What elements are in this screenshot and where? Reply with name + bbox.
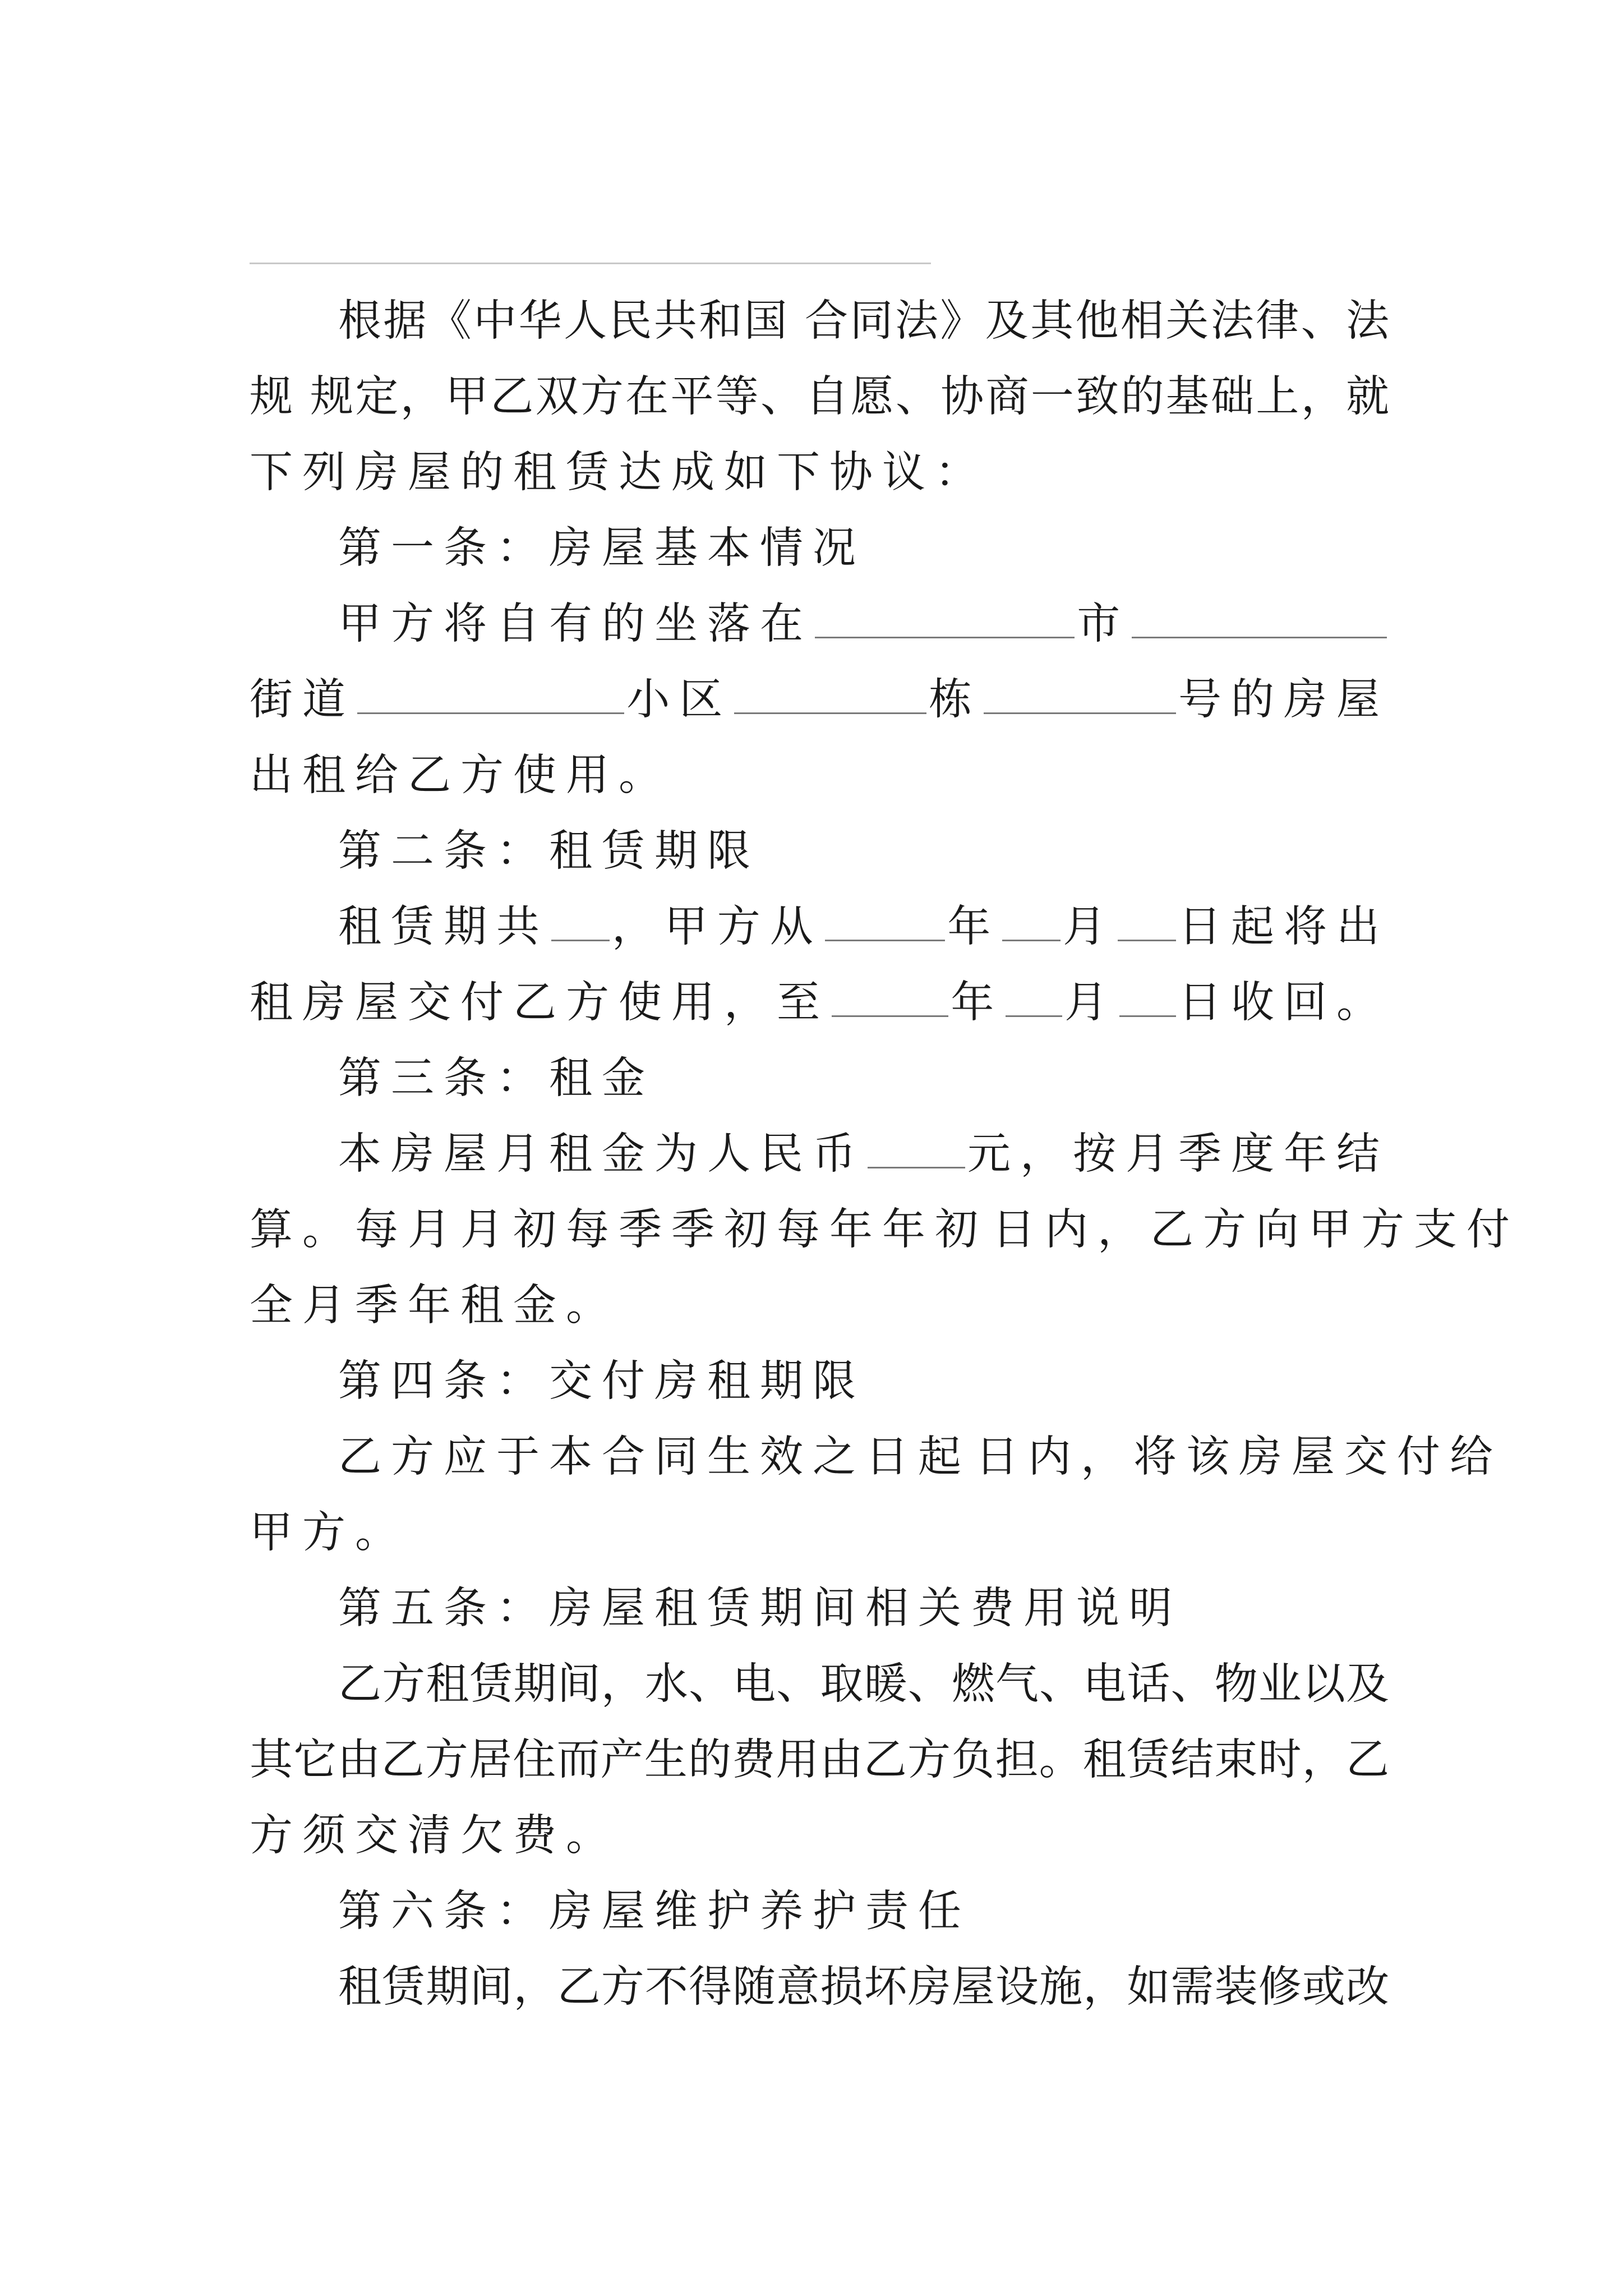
article-2-line-2: [250, 965, 1389, 1041]
preamble-line-3: [250, 435, 1389, 511]
payment-text: 日内，乙方向甲方支付: [992, 1205, 1519, 1255]
location-blank[interactable]: [815, 602, 1075, 638]
building-label: 栋: [929, 675, 982, 725]
article-3-heading-text: 第三条：租金: [338, 1053, 654, 1103]
end-year-label: 年: [951, 978, 1004, 1028]
article-4-text-end: 甲方。: [250, 1508, 408, 1558]
article-1-text: 甲方将自有的坐落在: [338, 599, 813, 649]
article-6-text-1: 租赁期间，乙方不得随意损坏房屋设施，如需装修或改: [338, 1962, 1390, 2012]
article-5-heading-text: 第五条：房屋租赁期间相关费用说明: [338, 1584, 1182, 1634]
start-year-blank[interactable]: [825, 905, 946, 941]
article-5-text-1: 乙方租赁期间，水、电、取暖、燃气、电话、物业以及: [338, 1659, 1390, 1709]
article-1-heading: [250, 510, 1389, 587]
end-day-blank[interactable]: [1119, 981, 1176, 1017]
number-label: 号的房屋: [1178, 675, 1389, 725]
article-5-text-3: 方须交清欠费。: [250, 1811, 619, 1861]
article-4-heading-text: 第四条：交付房租期限: [338, 1356, 865, 1406]
payment-schedule-text: 算。每月月初每季季初每年年初: [250, 1205, 988, 1255]
article-4-heading: [250, 1343, 1389, 1420]
street-label: 街道: [250, 675, 355, 725]
article-5-line-2: [250, 1722, 1389, 1798]
year-label: 年: [947, 902, 1000, 952]
header-rule: [250, 263, 931, 264]
rent-unit-label: 元，按月季度年结: [967, 1129, 1389, 1179]
day-label: 日起将出: [1178, 902, 1389, 952]
article-2-line-1: [250, 889, 1389, 965]
article-2-heading-text: 第二条：租赁期限: [338, 826, 760, 876]
preamble-line-2: [250, 359, 1389, 435]
city-label: 市: [1077, 599, 1130, 649]
start-month-blank[interactable]: [1002, 905, 1061, 941]
lease-term-label: 租赁期共: [338, 902, 549, 952]
preamble-text-3: 下列房屋的租赁达成如下协议：: [250, 448, 988, 498]
article-1-line-1: [250, 586, 1389, 662]
community-label: 小区: [626, 675, 732, 725]
delivery-deadline-text-2: 日内，将该房屋交付给: [975, 1432, 1502, 1482]
article-1-line-2: [250, 662, 1389, 738]
rent-label: 本房屋月租金为人民币: [338, 1129, 865, 1179]
article-4-line-2: [250, 1495, 1389, 1571]
end-year-blank[interactable]: [832, 981, 948, 1017]
article-3-heading: [250, 1041, 1389, 1117]
article-3-text-end: 全月季年租金。: [250, 1281, 619, 1331]
end-month-label: 月: [1064, 978, 1118, 1028]
article-1-heading-text: 第一条：房屋基本情况: [338, 523, 865, 573]
article-5-line-3: [250, 1798, 1389, 1874]
month-label: 月: [1063, 902, 1116, 952]
article-4-line-1: [250, 1419, 1502, 1496]
delivery-text: 租房屋交付乙方使用，至: [250, 978, 829, 1028]
article-3-line-1: [250, 1116, 1389, 1193]
street-blank[interactable]: [357, 678, 624, 714]
end-month-blank[interactable]: [1006, 981, 1062, 1017]
article-5-heading: [250, 1571, 1389, 1647]
article-6-heading: [250, 1874, 1389, 1950]
start-day-blank[interactable]: [1118, 905, 1176, 941]
article-6-heading-text: 第六条：房屋维护养护责任: [338, 1887, 971, 1936]
start-label: ，甲方从: [611, 902, 823, 952]
building-blank[interactable]: [984, 678, 1176, 714]
lease-term-blank[interactable]: [551, 905, 610, 941]
article-1-text-end: 出租给乙方使用。: [250, 751, 671, 800]
article-1-line-3: [250, 738, 1389, 814]
article-3-line-3: [250, 1268, 1389, 1344]
end-day-label: 日收回。: [1178, 978, 1389, 1028]
article-5-line-1: [250, 1646, 1389, 1723]
community-blank[interactable]: [734, 678, 926, 714]
article-6-line-1: [250, 1949, 1389, 2026]
rent-amount-blank[interactable]: [868, 1132, 965, 1168]
article-5-text-2: 其它由乙方居住而产生的费用由乙方负担。租赁结束时，乙: [250, 1735, 1390, 1785]
preamble-text-2: 规 规定，甲乙双方在平等、自愿、协商一致的基础上，就: [250, 372, 1391, 422]
preamble-text-1: 根据《中华人民共和国 合同法》及其他相关法律、法: [338, 296, 1391, 346]
city-blank[interactable]: [1132, 602, 1387, 638]
article-2-heading: [250, 813, 1389, 890]
preamble-line-1: [250, 283, 1389, 360]
article-3-line-2: [250, 1192, 1519, 1268]
delivery-deadline-text: 乙方应于本合同生效之日起: [338, 1432, 971, 1482]
